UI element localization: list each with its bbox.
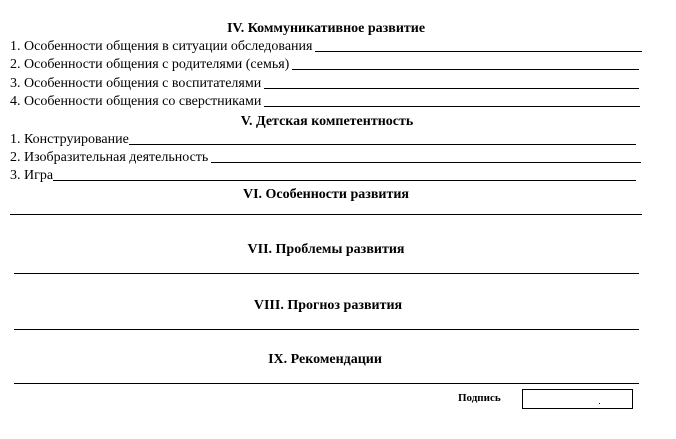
communicative-item-1-label: 1. Особенности общения в ситуации обследования bbox=[10, 39, 313, 54]
communicative-item-4 bbox=[10, 94, 640, 110]
communicative-item-3-label: 3. Особенности общения с воспитателями bbox=[10, 76, 262, 91]
section-problems-title: VII. Проблемы развития bbox=[247, 242, 405, 257]
section-communicative-title: IV. Коммуникативное развитие bbox=[226, 21, 426, 36]
communicative-item-1-line[interactable] bbox=[315, 51, 642, 52]
communicative-item-3 bbox=[10, 76, 639, 92]
communicative-item-2-label: 2. Особенности общения с родителями (семья) bbox=[10, 57, 290, 72]
section-prognosis-title: VIII. Прогноз развития bbox=[253, 298, 403, 313]
section-recommendations-title: IX. Рекомендации bbox=[268, 352, 382, 367]
problems-answer-line[interactable] bbox=[14, 273, 639, 274]
communicative-item-2-line[interactable] bbox=[292, 69, 639, 70]
competence-item-1 bbox=[10, 132, 636, 148]
competence-item-3 bbox=[10, 168, 636, 184]
recommendations-answer-line[interactable] bbox=[14, 383, 639, 384]
competence-item-2-label: 2. Изобразительная деятельность bbox=[10, 150, 209, 165]
communicative-item-1 bbox=[10, 39, 642, 55]
section-features-title: VI. Особенности развития bbox=[242, 187, 410, 202]
signature-label: Подпись bbox=[458, 392, 501, 404]
features-answer-line[interactable] bbox=[10, 214, 642, 215]
communicative-item-4-label: 4. Особенности общения со сверстниками bbox=[10, 94, 262, 109]
competence-item-3-line[interactable] bbox=[53, 180, 636, 181]
prognosis-answer-line[interactable] bbox=[14, 329, 639, 330]
competence-item-1-label: 1. Конструирование bbox=[10, 132, 129, 147]
section-competence-title: V. Детская компетентность bbox=[240, 114, 414, 129]
communicative-item-2 bbox=[10, 57, 639, 73]
competence-item-2-line[interactable] bbox=[211, 162, 641, 163]
signature-mark bbox=[599, 403, 600, 404]
communicative-item-4-line[interactable] bbox=[264, 106, 640, 107]
competence-item-1-line[interactable] bbox=[129, 144, 636, 145]
competence-item-3-label: 3. Игра bbox=[10, 168, 54, 183]
competence-item-2 bbox=[10, 150, 641, 166]
communicative-item-3-line[interactable] bbox=[264, 88, 639, 89]
signature-field[interactable] bbox=[522, 389, 633, 409]
